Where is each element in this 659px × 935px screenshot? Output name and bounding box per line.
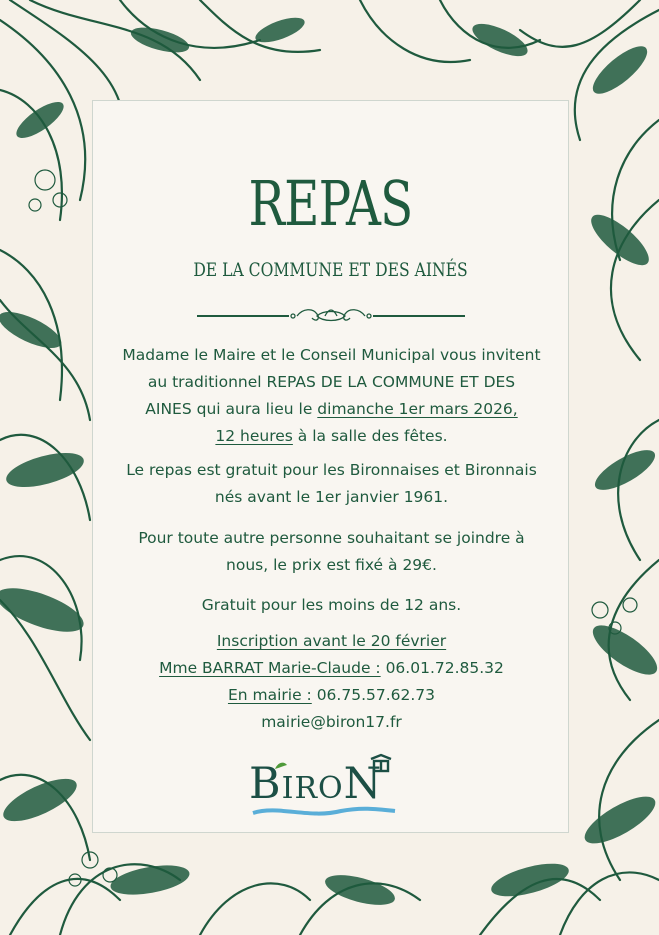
price-line: nous, le prix est fixé à 29€. (226, 556, 437, 574)
logo-letter: B (249, 759, 282, 809)
invitation-card (92, 100, 569, 833)
contact-line (107, 655, 556, 682)
price-info (107, 525, 556, 579)
biron-logo (249, 753, 399, 825)
event-time: 12 heures (215, 427, 293, 445)
ornamental-divider (197, 304, 465, 328)
contact-name: Mme BARRAT Marie-Claude : (159, 659, 381, 677)
free-meal-line: nés avant le 1er janvier 1961. (214, 488, 449, 506)
invitation-line (107, 423, 556, 450)
logo-letter: N (343, 759, 383, 809)
registration-deadline: Inscription avant le 20 février (216, 632, 447, 650)
invitation-line (107, 396, 556, 423)
event-location: à la salle des fêtes. (292, 427, 448, 445)
event-date: dimanche 1er mars 2026, (317, 400, 518, 418)
free-meal-info (107, 457, 556, 511)
invitation-text (107, 342, 556, 450)
logo-letters: IRO (281, 771, 344, 806)
free-meal-line: Le repas est gratuit pour les Bironnaises et Bironnais (126, 461, 537, 479)
logo-text (249, 759, 382, 809)
contact-email: mairie@biron17.fr (261, 713, 402, 731)
invitation-line-text: AINES qui aura lieu le (145, 400, 318, 418)
mairie-phone: 06.75.57.62.73 (311, 686, 436, 704)
price-line: Pour toute autre personne souhaitant se joindre à (138, 529, 525, 547)
registration-info (107, 628, 556, 736)
invitation-line: Madame le Maire et le Conseil Municipal vous invitent (122, 346, 541, 364)
mairie-label: En mairie : (227, 686, 312, 704)
children-info: Gratuit pour les moins de 12 ans. (201, 596, 462, 614)
page-title: REPAS (248, 167, 413, 240)
invitation-line: au traditionnel REPAS DE LA COMMUNE ET DES (147, 373, 516, 391)
page-subtitle: DE LA COMMUNE ET DES AINÉS (193, 259, 468, 281)
contact-phone: 06.01.72.85.32 (380, 659, 504, 677)
mairie-line (107, 682, 556, 709)
